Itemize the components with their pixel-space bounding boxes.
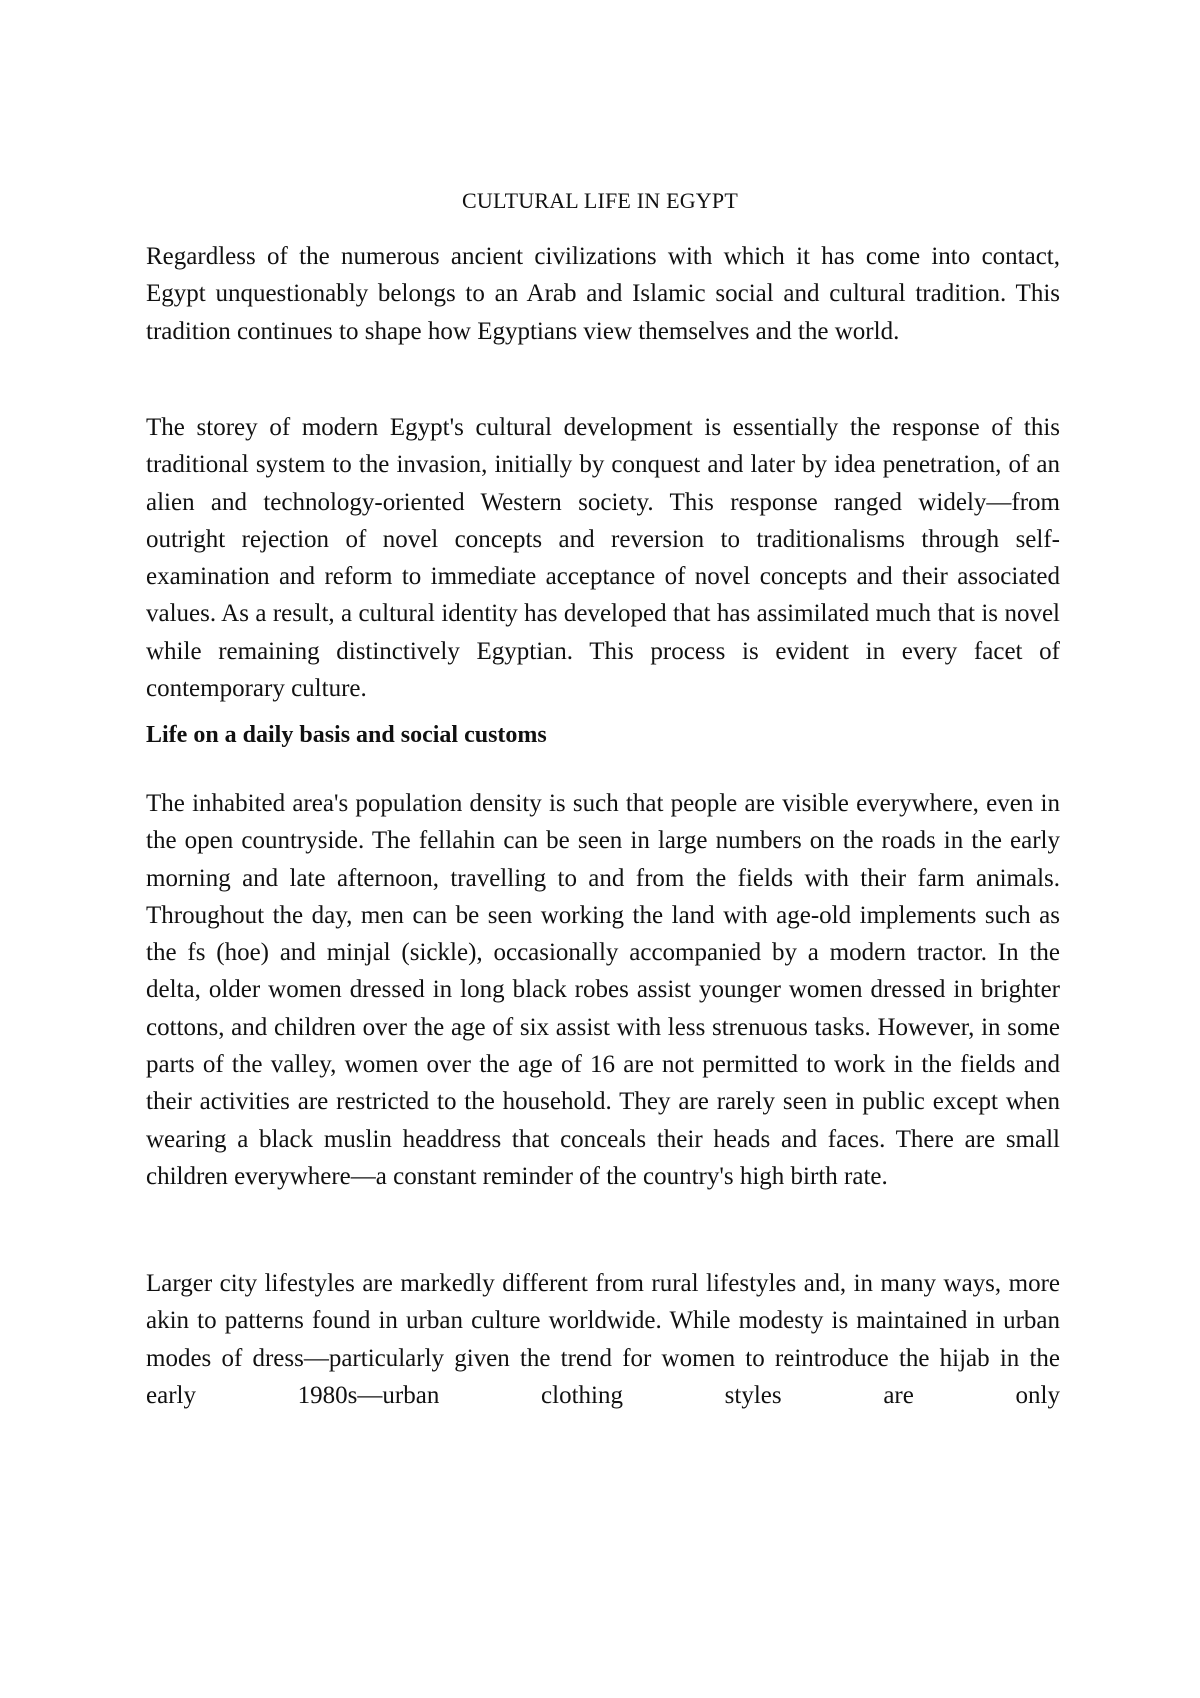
paragraph-intro: Regardless of the numerous ancient civilizations with which it has come into contact, Egypt unquestionably belongs to an Arab and Islamic social and cultural tradition. This tradition continues to shape how Egyptians view themselves and the world. — [146, 243, 1060, 345]
paragraph-city-lifestyles: Larger city lifestyles are markedly different from rural lifestyles and, in many ways, more akin to patterns found in urban culture worldwide. While modesty is maintained in urban modes of dress—particularly given the trend for women to reintroduce the hijab in the early 1980s—urban clothing styles are only — [146, 1270, 1060, 1409]
paragraph-cultural-development: The storey of modern Egypt's cultural development is essentially the response of this traditional system to the invasion, initially by conquest and later by idea penetration, of an alien and technology-oriented Western society. This response ranged widely—from outright rejection of novel concepts and reversion to traditionalisms through self-examination and reform to immediate acceptance of novel concepts and their associated values. As a result, a cultural identity has developed that has assimilated much that is novel while remaining distinctively Egyptian. This process is evident in every facet of contemporary culture. — [146, 414, 1060, 703]
paragraph-daily-life: The inhabited area's population density is such that people are visible everywhere, even in the open countryside. The fellahin can be seen in large numbers on the roads in the early morning and late afternoon, travelling to and from the fields with their farm animals. Throughout the day, men can be seen working the land with age-old implements such as the fs (hoe) and minjal (sickle), occasionally accompanied by a modern tractor. In the delta, older women dressed in long black robes assist younger women dressed in brighter cottons, and children over the age of six assist with less strenuous tasks. However, in some parts of the valley, women over the age of 16 are not permitted to work in the fields and their activities are restricted to the household. They are rarely seen in public except when wearing a black muslin headdress that conceals their heads and faces. There are small children everywhere—a constant reminder of the country's high birth rate. — [146, 790, 1060, 1190]
document-title: CULTURAL LIFE IN EGYPT — [462, 188, 738, 213]
section-heading: Life on a daily basis and social customs — [146, 722, 547, 748]
